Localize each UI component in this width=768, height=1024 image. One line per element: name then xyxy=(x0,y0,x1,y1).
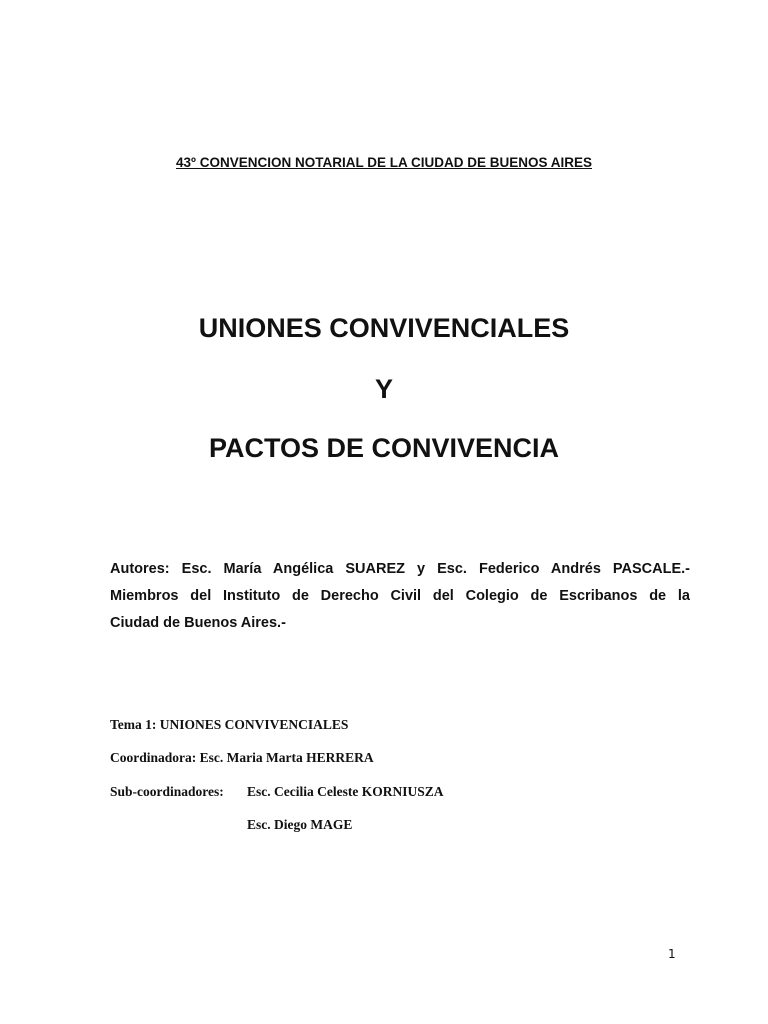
page-number: 1 xyxy=(668,947,676,961)
authors-line-3: Ciudad de Buenos Aires.- xyxy=(110,615,286,631)
authors-line-2: Miembros del Instituto de Derecho Civil del Colegio de Escribanos de la xyxy=(110,588,690,604)
sub-coordinador-1: Esc. Cecilia Celeste KORNIUSZA xyxy=(247,784,444,799)
title-line-3: PACTOS DE CONVIVENCIA xyxy=(208,433,560,463)
convention-header: 43º CONVENCION NOTARIAL DE LA CIUDAD DE BUENOS AIRES xyxy=(176,155,592,170)
title-line-1: UNIONES CONVIVENCIALES xyxy=(198,313,570,343)
tema: Tema 1: UNIONES CONVIVENCIALES xyxy=(110,717,349,732)
title-line-2: Y xyxy=(374,374,393,404)
sub-coordinador-2: Esc. Diego MAGE xyxy=(247,817,353,832)
coordinadora: Coordinadora: Esc. Maria Marta HERRERA xyxy=(110,750,374,765)
sub-coordinadores-label: Sub-coordinadores: xyxy=(110,784,224,799)
sub-coordinadores xyxy=(110,784,444,800)
authors-line-1: Autores: Esc. María Angélica SUAREZ y Esc. Federico Andrés PASCALE.- xyxy=(110,561,690,577)
